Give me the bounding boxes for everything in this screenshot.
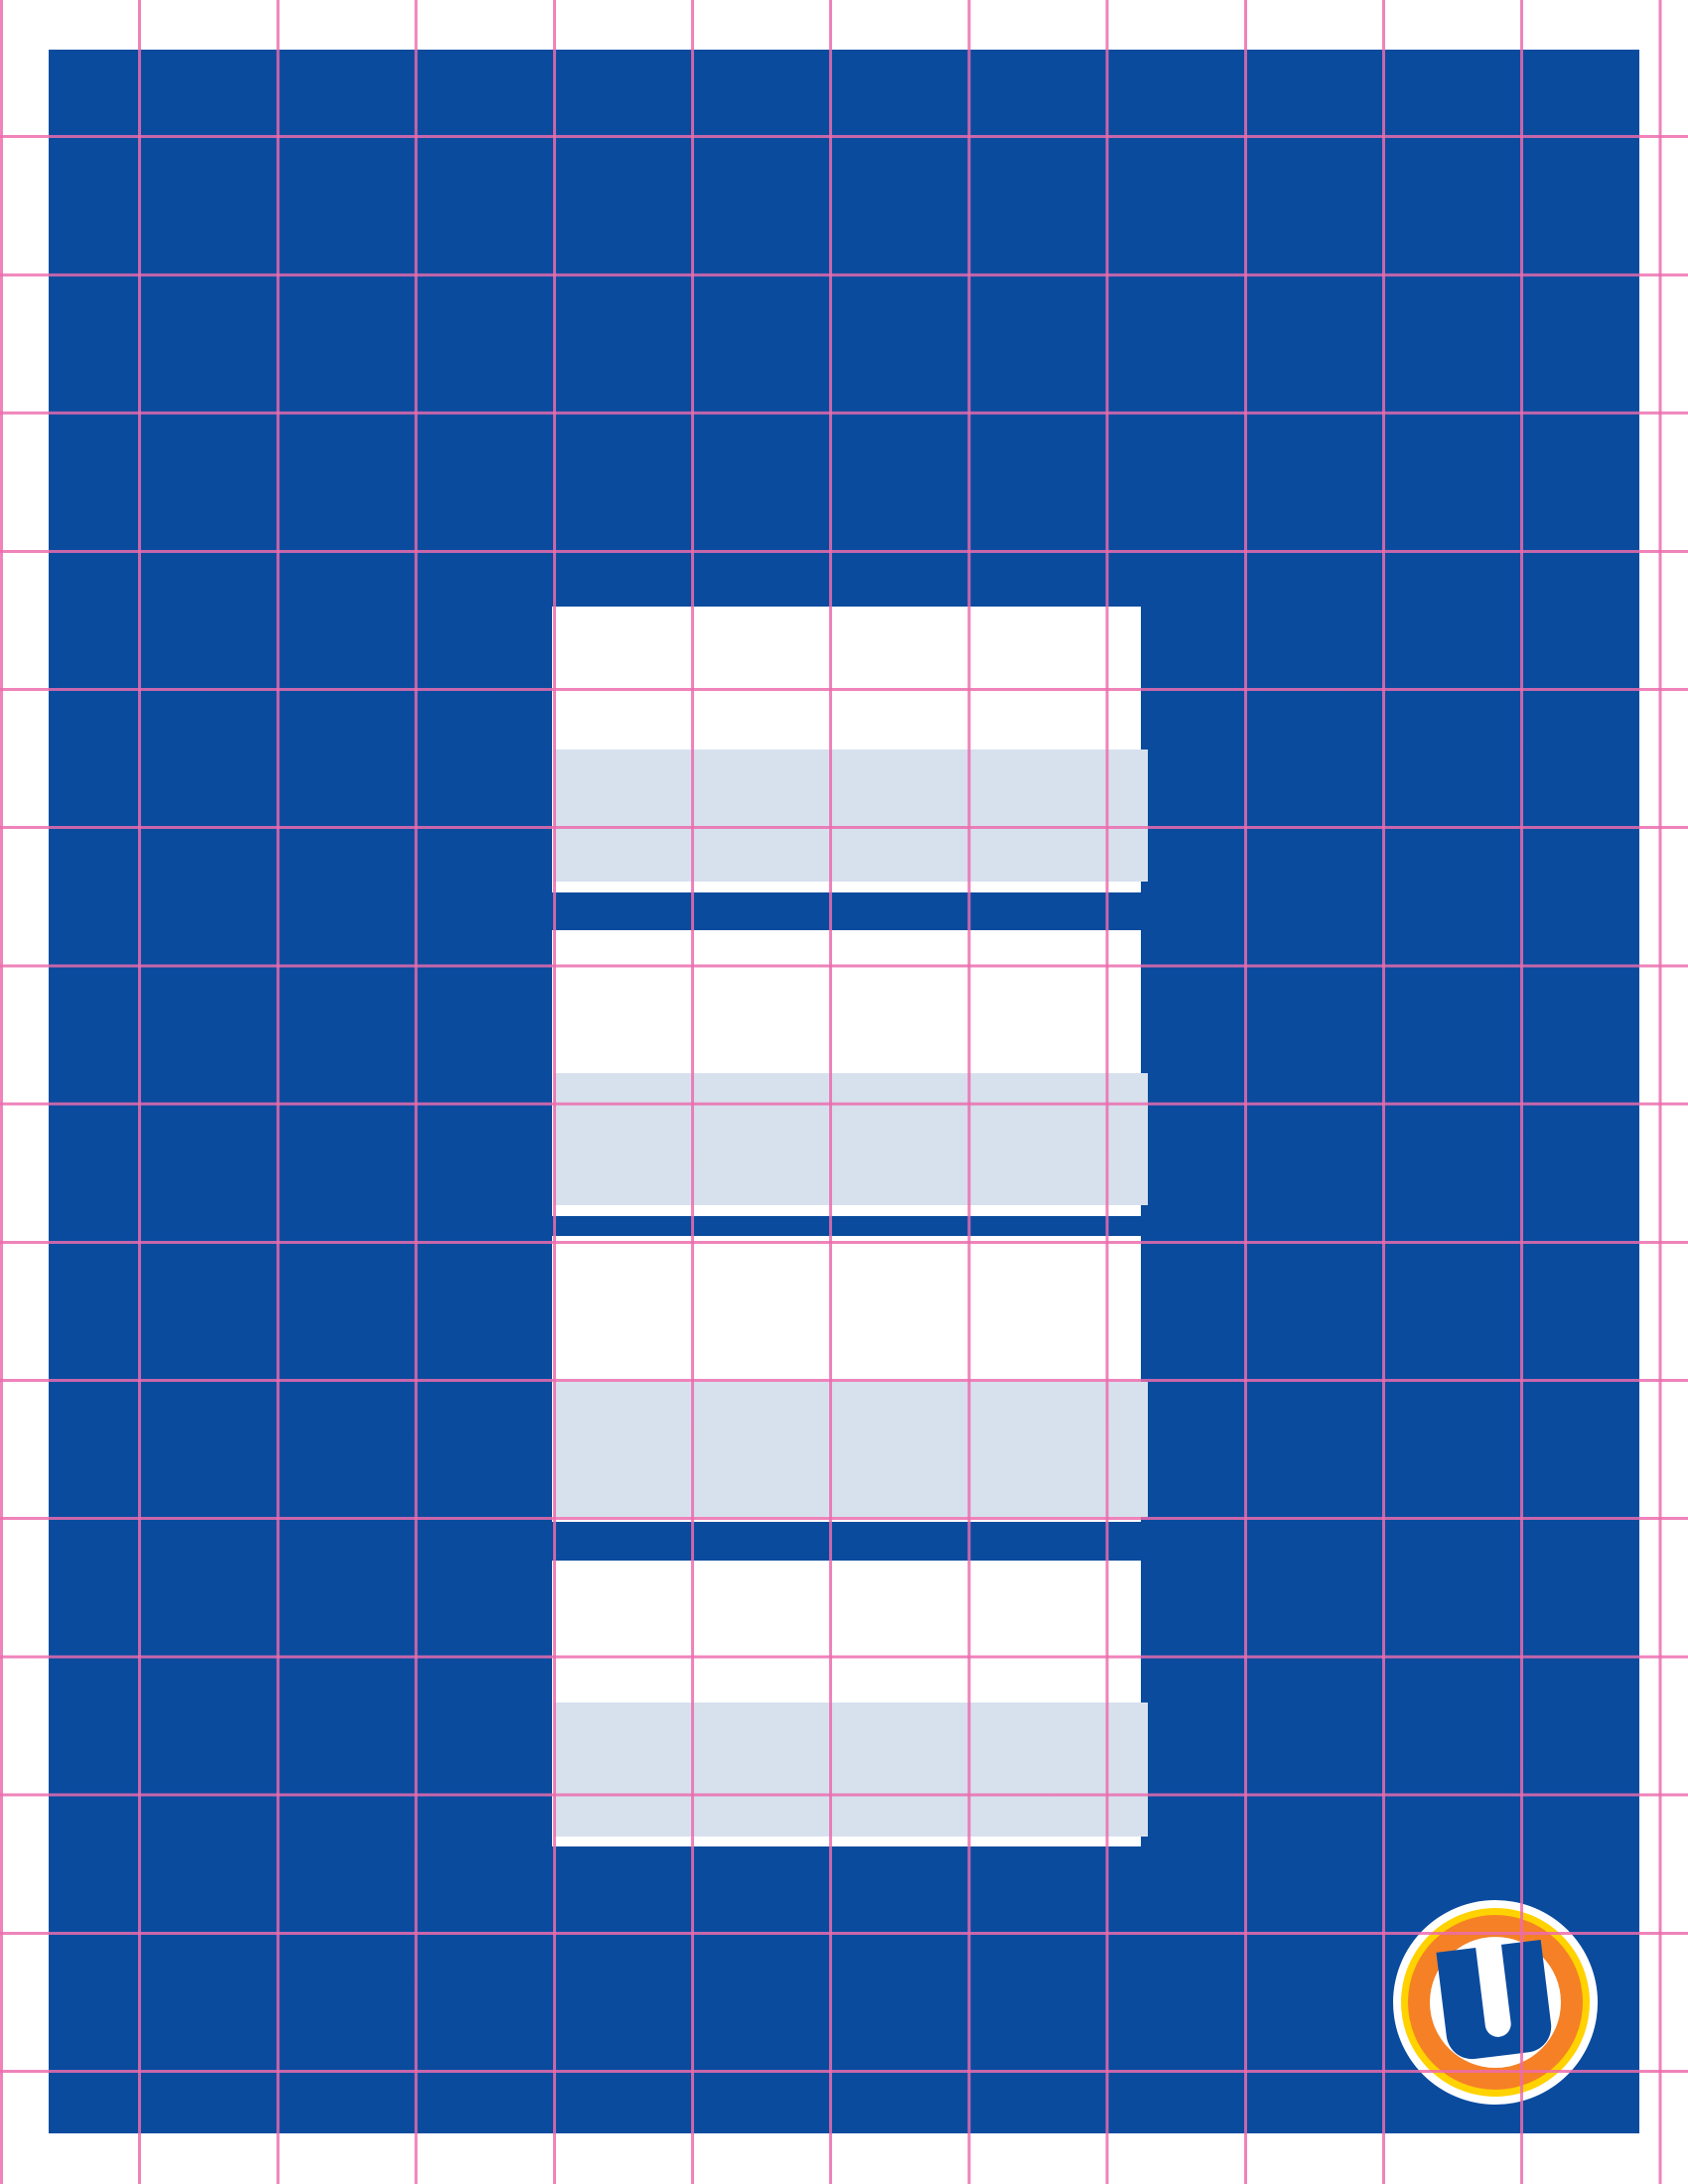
- highlight-band-4: [554, 1703, 1148, 1837]
- brand-logo: [1385, 1892, 1606, 2113]
- highlight-band-2: [554, 1073, 1148, 1205]
- highlight-band-3: [554, 1382, 1148, 1517]
- highlight-band-1: [554, 750, 1148, 882]
